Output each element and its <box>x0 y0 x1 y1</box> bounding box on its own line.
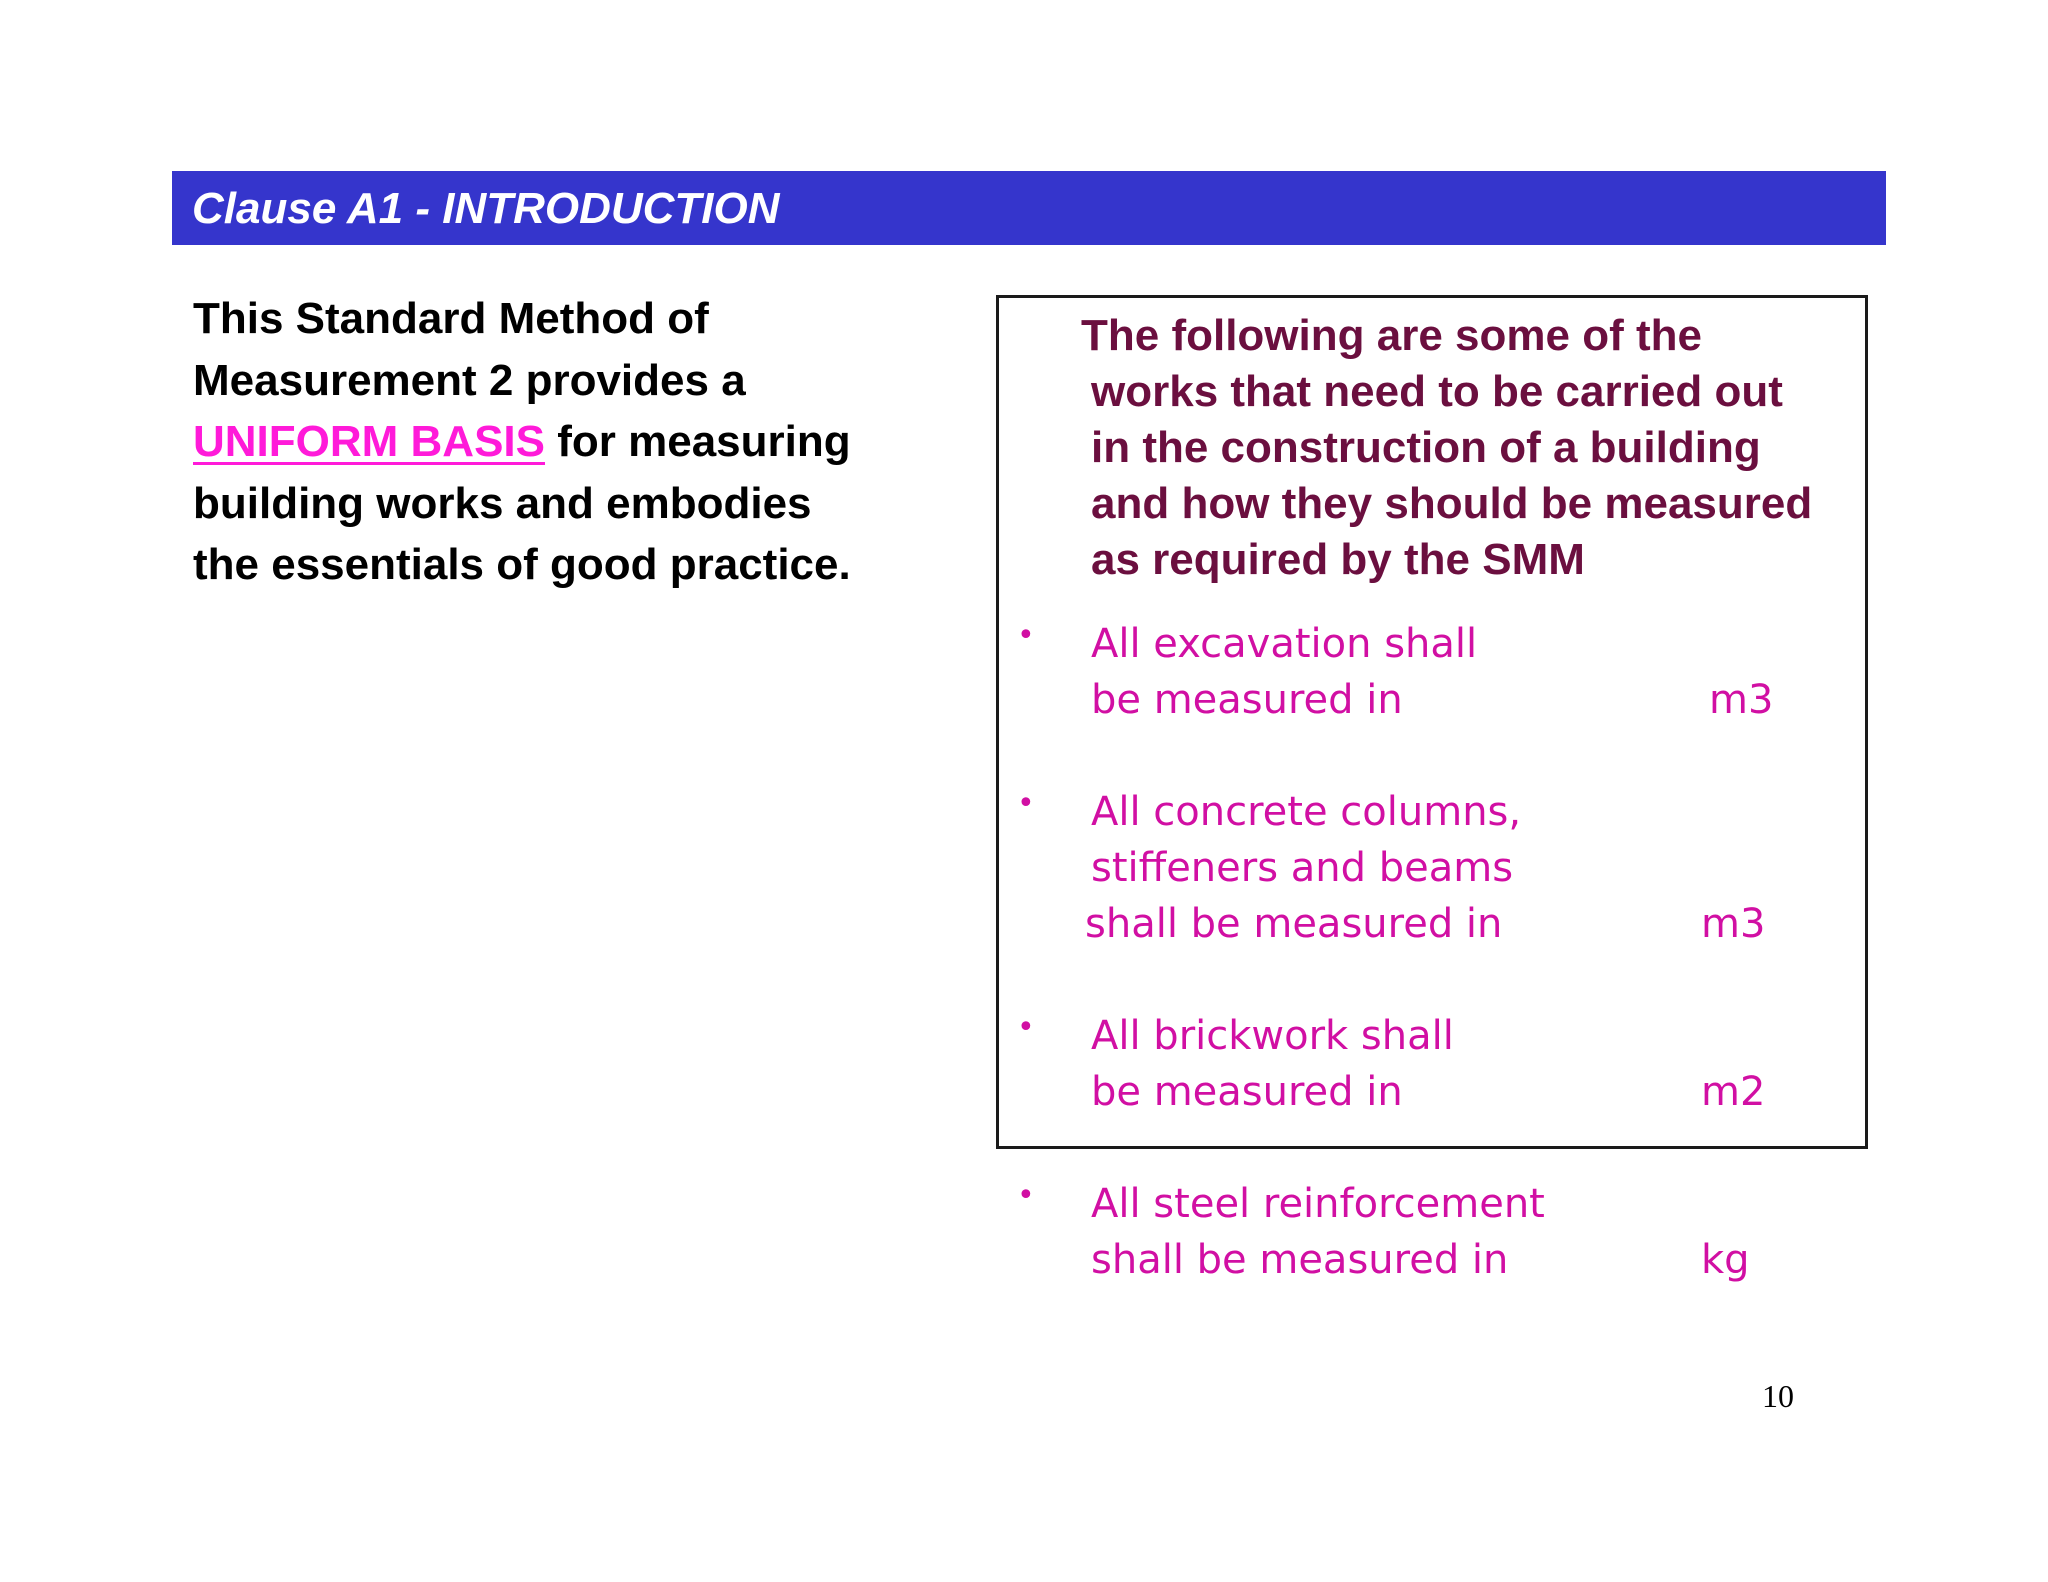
intro-line-3-rest: for measuring <box>545 417 851 466</box>
title-bar <box>172 171 1886 245</box>
item-text-line: All brickwork shall <box>1091 1013 1454 1059</box>
item-text-line: stiffeners and beams <box>1091 845 1514 891</box>
box-heading <box>1081 308 1812 588</box>
box-heading-line: and how they should be measured <box>1091 479 1813 528</box>
intro-line-2: Measurement 2 provides a <box>193 355 746 405</box>
bullet-icon: • <box>1017 786 1035 821</box>
item-text-line: shall be measured in <box>1091 1237 1509 1283</box>
unit-label: m3 <box>1701 901 1766 947</box>
item-text-line: All excavation shall <box>1091 621 1478 667</box>
item-text-line: be measured in <box>1091 677 1403 723</box>
item-text-line: shall be measured in <box>1085 901 1503 947</box>
bullet-icon: • <box>1017 618 1035 653</box>
item-text-line: be measured in <box>1091 1069 1403 1115</box>
box-heading-line: as required by the SMM <box>1091 535 1585 584</box>
intro-line-1: This Standard Method of <box>193 294 709 343</box>
page-title: Clause A1 - INTRODUCTION <box>192 184 780 233</box>
box-heading-line: in the construction of a building <box>1091 423 1761 472</box>
intro-paragraph <box>193 288 953 596</box>
unit-label: m2 <box>1701 1069 1766 1115</box>
box-heading-line: The following are some of the <box>1081 311 1702 360</box>
bullet-icon: • <box>1017 1178 1035 1213</box>
box-heading-line: works that need to be carried out <box>1091 367 1783 416</box>
item-text-line: All steel reinforcement <box>1091 1181 1545 1227</box>
measurement-box <box>996 295 1868 1283</box>
uniform-basis-highlight: UNIFORM BASIS <box>193 417 545 466</box>
unit-label: kg <box>1701 1237 1750 1283</box>
intro-line-5: the essentials of good practice. <box>193 540 851 589</box>
bullet-icon: • <box>1017 1010 1035 1045</box>
intro-line-4: building works and embodies <box>193 478 812 528</box>
intro-line-3 <box>193 411 953 473</box>
page-number: 10 <box>1762 1378 1794 1414</box>
unit-label: m3 <box>1709 677 1774 723</box>
item-text-line: All concrete columns, <box>1091 789 1522 835</box>
